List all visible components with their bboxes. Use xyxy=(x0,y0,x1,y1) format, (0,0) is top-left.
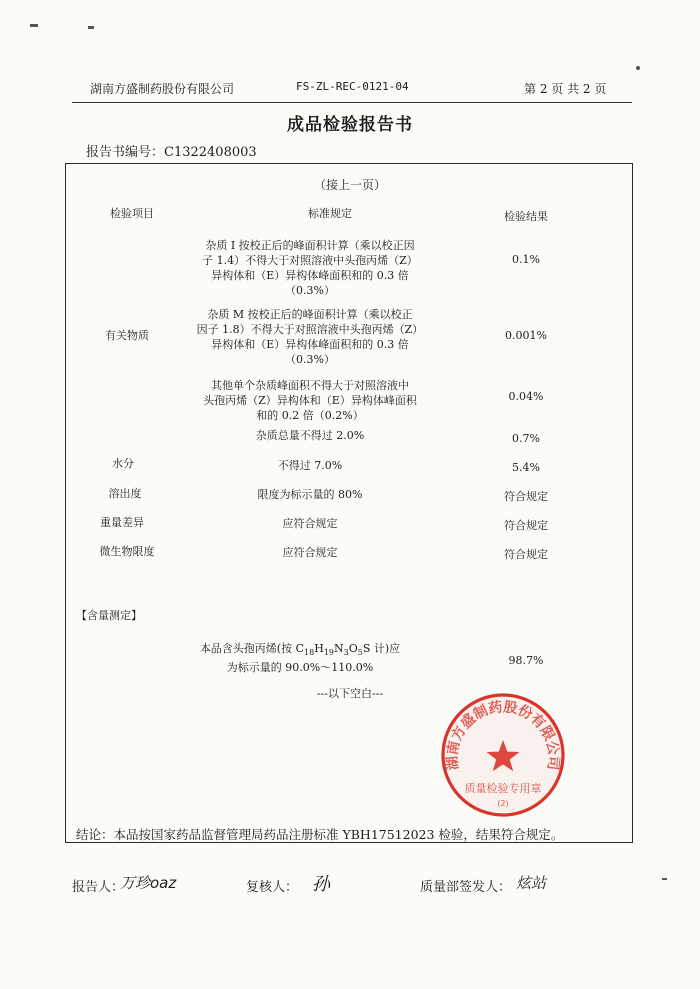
weight-variation-standard: 应符合规定 xyxy=(282,517,338,530)
related-substances-label: 有关物质 xyxy=(105,329,149,342)
continued-label: （接上一页） xyxy=(313,178,386,192)
dissolution-result: 符合规定 xyxy=(504,490,548,503)
report-number: 报告书编号：C1322408003 xyxy=(86,145,257,160)
column-standard: 标准规定 xyxy=(308,207,352,220)
impurity-i-result: 0.1% xyxy=(512,253,540,266)
total-impurity-result: 0.7% xyxy=(512,432,540,445)
scan-mark xyxy=(30,24,38,27)
document-code: FS-ZL-REC-0121-04 xyxy=(296,80,409,93)
dissolution-label: 溶出度 xyxy=(108,487,142,500)
other-impurity-standard: 其他单个杂质峰面积不得大于对照溶液中 头孢丙烯（Z）异构体和（E）异构体峰面积 和的 0.2 倍（0.2%） xyxy=(203,379,417,422)
header-divider xyxy=(72,102,632,103)
impurity-m-standard: 杂质 M 按校正后的峰面积计算（乘以校正 因子 1.8）不得大于对照溶液中头孢丙烯（Z） 异构体和（E）异构体峰面积和的 0.3 倍 （0.3%） xyxy=(196,308,424,366)
assay-standard: 本品含头孢丙烯(按 $C_{18}H_{19}N_3O_5S$ 计)应 为标示量的 90.0%～110.0% xyxy=(199,642,401,675)
assay-heading: 【含量测定】 xyxy=(76,609,142,622)
assay-result: 98.7% xyxy=(508,654,544,667)
seal-number: (2) xyxy=(497,799,509,808)
reviewer-signature: 孙 xyxy=(312,874,330,895)
reporter-label: 报告人： xyxy=(72,880,125,895)
water-label: 水分 xyxy=(112,457,134,470)
impurity-m-result: 0.001% xyxy=(505,329,547,342)
end-note: ---以下空白--- xyxy=(316,687,384,700)
scan-mark xyxy=(662,878,667,880)
water-standard: 不得过 7.0% xyxy=(277,459,343,472)
microbial-limit-result: 符合规定 xyxy=(504,548,548,561)
official-seal xyxy=(438,690,568,820)
microbial-limit-standard: 应符合规定 xyxy=(282,546,338,559)
company-name: 湖南方盛制药股份有限公司 xyxy=(90,82,235,96)
other-impurity-result: 0.04% xyxy=(508,390,544,403)
water-result: 5.4% xyxy=(512,461,540,474)
conclusion-text: 结论：本品按国家药品监督管理局药品注册标准 YBH17512023 检验，结果符合规定。 xyxy=(76,827,564,842)
scan-mark xyxy=(636,66,640,70)
seal-icon xyxy=(438,690,568,820)
page-info: 第 2 页 共 2 页 xyxy=(524,82,607,96)
scan-mark xyxy=(88,26,94,29)
seal-bottom-text: 质量检验专用章 xyxy=(464,782,542,795)
page-title: 成品检验报告书 xyxy=(287,115,413,135)
column-item: 检验项目 xyxy=(110,207,154,220)
column-result: 检验结果 xyxy=(504,210,548,223)
total-impurity-standard: 杂质总量不得过 2.0% xyxy=(255,429,365,442)
weight-variation-label: 重量差异 xyxy=(100,516,144,529)
seal-ring-text: 湖南方盛制药股份有限公司 xyxy=(444,699,562,771)
dissolution-standard: 限度为标示量的 80% xyxy=(257,488,363,501)
weight-variation-result: 符合规定 xyxy=(504,519,548,532)
reviewer-label: 复核人： xyxy=(246,880,299,895)
reporter-signature: 万珍oaz xyxy=(120,874,177,892)
microbial-limit-label: 微生物限度 xyxy=(99,545,155,558)
approver-label: 质量部签发人： xyxy=(420,880,512,895)
approver-signature: 炫站 xyxy=(516,874,547,892)
impurity-i-standard: 杂质 I 按校正后的峰面积计算（乘以校正因 子 1.4）不得大于对照溶液中头孢丙烯（Z） 异构体和（E）异构体峰面积和的 0.3 倍 （0.3%） xyxy=(202,239,418,297)
